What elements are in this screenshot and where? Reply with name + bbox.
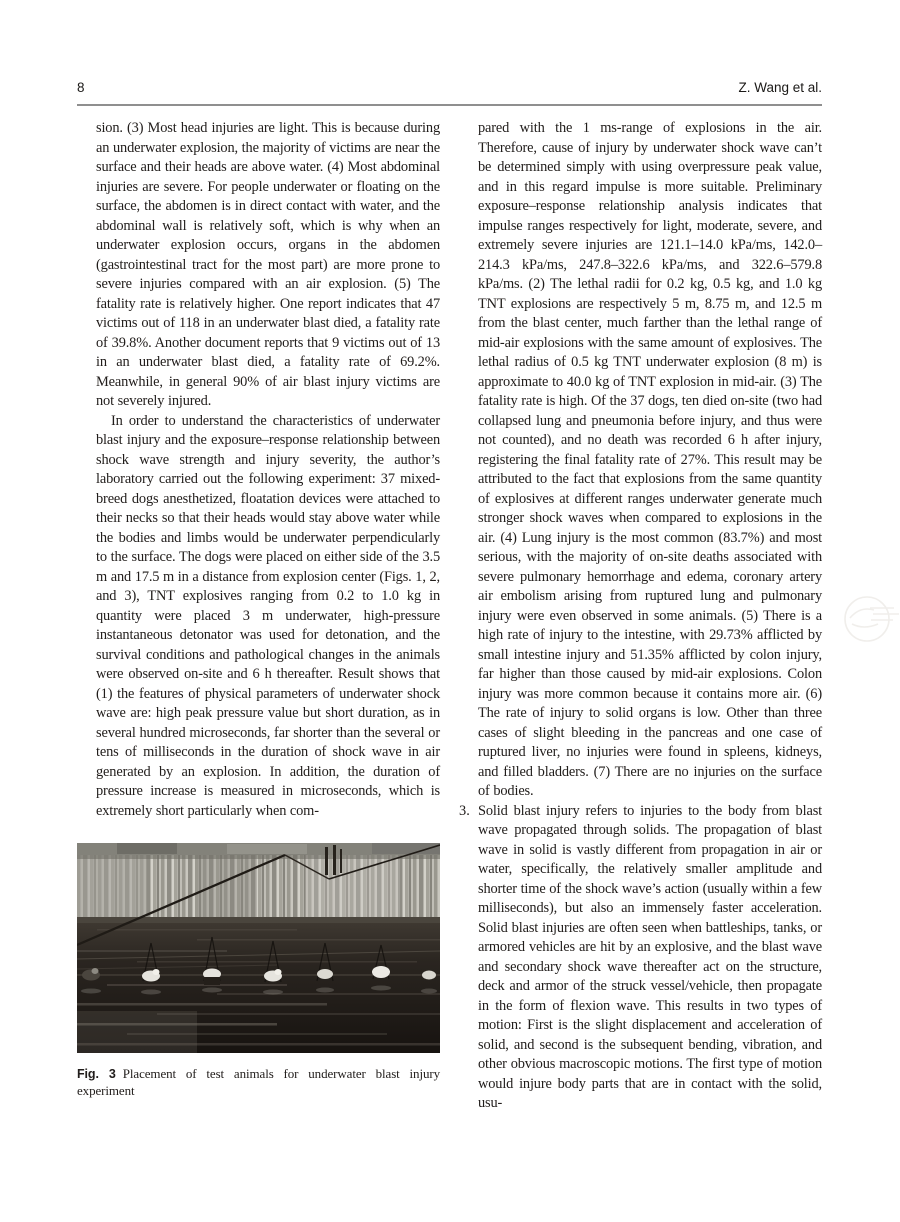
publisher-watermark-icon	[840, 588, 900, 650]
paragraph-underwater-results: pared with the 1 ms-range of explosions in the air. Therefore, cause of injury by underwater shock wave can’t be determined simply with using overpressure peak value, and in this regard impulse is more suitable. Preliminary exposure–response relationship analysis indicates that impulse ranges respectively for light, moderate, severe, and extremely severe injuries are 121.1–14.0 kPa/ms, 142.0–214.3 kPa/ms, 247.8–322.6 kPa/ms, and 322.6–579.8 kPa/ms. (2) The lethal radii for 0.2 kg, 0.5 kg, and 1.0 kg TNT explosions are respectively 5 m, 8.75 m, and 12.5 m from the blast center, much farther than the lethal range of mid-air explosions with the same amount of explosives. The lethal radius of 0.5 kg TNT underwater explosion (8 m) is approximate to 40.0 kg of TNT explosion in mid-air. (3) The fatality rate is high. Of the 37 dogs, ten died on-site (two had collapsed lung and pneumonia before injury, and thus were not counted), and no death was recorded 6 h after injury, registering the final fatality rate of 27%. This result may be attributed to the fact that explosions from the same quantity of explosives at different ranges underwater generate much stronger shock waves when compared to explosions in the air. (4) Lung injury is the most common (83.7%) and most serious, with the majority of on-site deaths associated with severe pulmonary hemorrhage and edema, coronary artery air embolism arising from ruptured lung and pulmonary injury were even observed in some animals. (5) There is a high rate of injury to the intestine, with 29.73% afflicted by small intestine injury and 51.35% afflicted by colon injury, far higher than those caused by mid-air explosions. Colon injury was more common because it contains more air. (6) The rate of injury to solid organs is low. Other than three cases of slight bleeding in the pancreas and one case of ruptured liver, no injuries were found in spleens, kidneys, and filled bladders. (7) There are no injuries on the surface of bodies.	[478, 120, 822, 799]
list-item-3-text: Solid blast injury refers to injuries to the body from blast wave propagated through solids. The propagation of blast wave in solid is vastly different from propagation in air or water, specifically, the relatively smaller amplitude and shorter time of the shock wave’s action (usually within a few milliseconds), but also an immensely faster acceleration. Solid blast injuries are often seen when battleships, tanks, or armored vehicles are hit by an explosive, and the blast wave and secondary shock wave thereafter act on the structure, deck and armor of the struck vessel/vehicle, then propagate in the form of flexion wave. This results in two types of motion: First is the slight displacement and acceleration of solid, and second is the subsequent bending, vibration, and other obvious macroscopic motions. The first type of motion would injure body parts that are in contact with the solid, usu-	[478, 802, 822, 1111]
right-column	[459, 119, 822, 1114]
page-header	[77, 80, 822, 95]
two-column-body	[77, 119, 822, 1114]
paragraph-dog-experiment: In order to understand the characteristics of underwater blast injury and the exposure–response relationship between shock wave strength and injury severity, the author’s laboratory carried out the following experiment: 37 mixed-breed dogs anesthetized, floatation devices were attached to their necks so that their heads would stay above water while the bodies and limbs would be underwater perpendicularly to the surface. The dogs were placed on either side of the 3.5 m and 17.5 m in a distance from explosion center (Figs. 1, 2, and 3), TNT explosives ranging from 0.2 to 1.0 kg in quantity were placed 3 m underwater, high-pressure instantaneous detonator was used for detonation, and the survival conditions and pathological changes in the animals were observed on-site and 6 h thereafter. Result shows that (1) the features of physical parameters of underwater shock wave are: high peak pressure value but short duration, as in several hundred microseconds, far shorter than the several or tens of milliseconds in the duration of shock wave in air generated by an explosion. In addition, the duration of pressure increase is measured in microseconds, which is extremely short particularly when com-	[96, 412, 440, 819]
figure-3-label: Fig. 3	[77, 1067, 116, 1081]
page-number: 8	[77, 80, 85, 95]
figure-3	[77, 843, 440, 1099]
paragraph-underwater-injury-features: sion. (3) Most head injuries are light. This is because during an underwater explosion, the majority of victims are near the surface and their heads are above water. (4) Most abdominal injuries are severe. For people underwater or floating on the surface, the abdomen is in direct contact with water, and the abdominal wall is relatively soft, which is why when an underwater explosion occurs, organs in the abdomen (gastrointestinal tract for the most part) are more prone to severe injuries compared with an air explosion. (5) The fatality rate is relatively higher. One report indicates that 47 victims out of 118 in an underwater blast died, a fatality rate of 39.8%. Another document reports that 9 victims out of 13 in an underwater blast died, a fatality rate of 69.2%. Meanwhile, in general 90% of air blast injury victims are not severely injured.	[96, 120, 440, 409]
list-item-3-number: 3.	[459, 802, 470, 819]
left-column	[77, 119, 440, 1114]
running-head: Z. Wang et al.	[738, 80, 822, 95]
figure-3-caption	[77, 1066, 440, 1099]
figure-3-caption-text: Placement of test animals for underwater blast injury experiment	[77, 1066, 440, 1098]
list-item-3	[459, 802, 822, 1114]
header-rule	[77, 104, 822, 106]
figure-3-photo	[77, 843, 440, 1053]
